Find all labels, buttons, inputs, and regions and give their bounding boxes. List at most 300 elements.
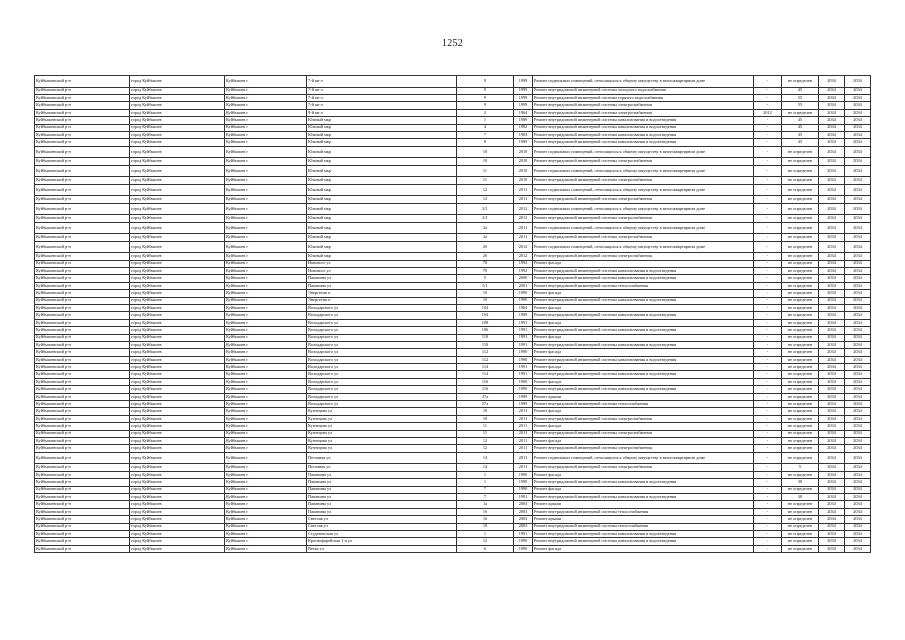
work-type-cell: Ремонт подвальных помещений, относящихся к общему имуществу в многоквартирном доме xyxy=(533,241,754,253)
street-cell: Песчаная ул xyxy=(307,452,457,464)
plan-year-end-cell: 2034 xyxy=(845,109,871,116)
plan-year-cell: 2034 xyxy=(819,275,845,282)
street-cell: Южный мкр xyxy=(307,222,457,234)
plan-year-cell: 2034 xyxy=(819,349,845,356)
locality-cell: Куйбышев г xyxy=(225,297,307,304)
cost-cell: не определен xyxy=(782,401,819,408)
work-type-cell: Ремонт фасада xyxy=(533,486,754,493)
street-cell: Кузнецова ул xyxy=(307,438,457,445)
cost-cell: 45 xyxy=(782,117,819,124)
municipality-cell: город Куйбышев xyxy=(130,538,225,545)
locality-cell: Куйбышев г xyxy=(225,445,307,452)
house-number-cell: 10 xyxy=(457,158,514,165)
last-repair-year-cell: - xyxy=(754,290,782,297)
locality-cell: Куйбышев г xyxy=(225,508,307,515)
cost-cell: не определен xyxy=(782,215,819,222)
work-type-cell: Ремонт внутридомовой инженерной системы электроснабжения xyxy=(533,196,754,203)
build-year-cell: 1990 xyxy=(514,297,533,304)
municipality-cell: город Куйбышев xyxy=(130,530,225,537)
build-year-cell: 2011 xyxy=(514,184,533,196)
table-row xyxy=(35,415,871,422)
plan-year-cell: 2034 xyxy=(819,290,845,297)
region-cell: Куйбышевский р-н xyxy=(35,493,130,500)
plan-year-cell: 2034 xyxy=(819,393,845,400)
build-year-cell: 2011 xyxy=(514,452,533,464)
plan-year-cell: 2034 xyxy=(819,378,845,385)
build-year-cell: 2011 xyxy=(514,438,533,445)
street-cell: Ветка ул xyxy=(307,545,457,552)
plan-year-cell: 2034 xyxy=(819,158,845,165)
cost-cell: не определен xyxy=(782,445,819,452)
plan-year-end-cell: 2034 xyxy=(845,327,871,334)
last-repair-year-cell: - xyxy=(754,76,782,88)
region-cell: Куйбышевский р-н xyxy=(35,408,130,415)
cost-cell: не определен xyxy=(782,545,819,552)
house-number-cell: 2 xyxy=(457,109,514,116)
municipality-cell: город Куйбышев xyxy=(130,423,225,430)
house-number-cell: 106 xyxy=(457,327,514,334)
plan-year-cell: 2034 xyxy=(819,530,845,537)
plan-year-cell: 2034 xyxy=(819,364,845,371)
locality-cell: Куйбышев г xyxy=(225,538,307,545)
work-type-cell: Ремонт внутридомовой инженерной системы канализования и водоотведения xyxy=(533,117,754,124)
municipality-cell: город Куйбышев xyxy=(130,378,225,385)
region-cell: Куйбышевский р-н xyxy=(35,386,130,393)
street-cell: Володарского ул xyxy=(307,319,457,326)
house-number-cell: 1б xyxy=(457,290,514,297)
locality-cell: Куйбышев г xyxy=(225,471,307,478)
build-year-cell: 2010 xyxy=(514,177,533,184)
cost-cell: не определен xyxy=(782,290,819,297)
work-type-cell: Ремонт подвальных помещений, относящихся к общему имуществу в многоквартирном доме xyxy=(533,222,754,234)
build-year-cell: 1999 xyxy=(514,102,533,109)
municipality-cell: город Куйбышев xyxy=(130,471,225,478)
locality-cell: Куйбышев г xyxy=(225,408,307,415)
region-cell: Куйбышевский р-н xyxy=(35,445,130,452)
build-year-cell: 2011 xyxy=(514,445,533,452)
cost-cell: не определен xyxy=(782,234,819,241)
last-repair-year-cell: - xyxy=(754,464,782,471)
street-cell: Володарского ул xyxy=(307,386,457,393)
municipality-cell: город Куйбышев xyxy=(130,222,225,234)
region-cell: Куйбышевский р-н xyxy=(35,479,130,486)
work-type-cell: Ремонт подвальных помещений, относящихся к общему имуществу в многоквартирном доме xyxy=(533,165,754,177)
plan-year-cell: 2034 xyxy=(819,471,845,478)
plan-year-end-cell: 2034 xyxy=(845,471,871,478)
plan-year-cell: 2034 xyxy=(819,341,845,348)
cost-cell: не определен xyxy=(782,452,819,464)
locality-cell: Куйбышев г xyxy=(225,290,307,297)
last-repair-year-cell: - xyxy=(754,241,782,253)
region-cell: Куйбышевский р-н xyxy=(35,184,130,196)
build-year-cell: 1999 xyxy=(514,76,533,88)
last-repair-year-cell: 2012 xyxy=(754,109,782,116)
build-year-cell: 2003 xyxy=(514,508,533,515)
cost-cell: не определен xyxy=(782,378,819,385)
region-cell: Куйбышевский р-н xyxy=(35,341,130,348)
table-row xyxy=(35,430,871,437)
cost-cell: не определен xyxy=(782,282,819,289)
plan-year-cell: 2034 xyxy=(819,131,845,138)
region-cell: Куйбышевский р-н xyxy=(35,486,130,493)
region-cell: Куйбышевский р-н xyxy=(35,117,130,124)
table-row xyxy=(35,165,871,177)
region-cell: Куйбышевский р-н xyxy=(35,438,130,445)
municipality-cell: город Куйбышев xyxy=(130,479,225,486)
region-cell: Куйбышевский р-н xyxy=(35,415,130,422)
plan-year-end-cell: 2034 xyxy=(845,215,871,222)
region-cell: Куйбышевский р-н xyxy=(35,356,130,363)
municipality-cell: город Куйбышев xyxy=(130,493,225,500)
street-cell: Кузнецова ул xyxy=(307,430,457,437)
table-row xyxy=(35,131,871,138)
house-number-cell: 37а xyxy=(457,393,514,400)
locality-cell: Куйбышев г xyxy=(225,430,307,437)
municipality-cell: город Куйбышев xyxy=(130,94,225,101)
work-type-cell: Ремонт крыши xyxy=(533,516,754,523)
last-repair-year-cell: - xyxy=(754,260,782,267)
plan-year-end-cell: 2034 xyxy=(845,102,871,109)
work-type-cell: Ремонт фасада xyxy=(533,290,754,297)
work-type-cell: Ремонт внутридомовой инженерной системы электроснабжения xyxy=(533,445,754,452)
plan-year-cell: 2034 xyxy=(819,260,845,267)
cost-cell: 55 xyxy=(782,94,819,101)
build-year-cell: 1992 xyxy=(514,268,533,275)
build-year-cell: 2011 xyxy=(514,423,533,430)
last-repair-year-cell: - xyxy=(754,479,782,486)
region-cell: Куйбышевский р-н xyxy=(35,401,130,408)
street-cell: Южный мкр xyxy=(307,196,457,203)
plan-year-cell: 2034 xyxy=(819,486,845,493)
cost-cell: не определен xyxy=(782,268,819,275)
work-type-cell: Ремонт фасада xyxy=(533,349,754,356)
last-repair-year-cell: - xyxy=(754,530,782,537)
municipality-cell: город Куйбышев xyxy=(130,109,225,116)
last-repair-year-cell: - xyxy=(754,523,782,530)
table-row xyxy=(35,538,871,545)
last-repair-year-cell: - xyxy=(754,319,782,326)
plan-year-cell: 2034 xyxy=(819,196,845,203)
locality-cell: Куйбышев г xyxy=(225,124,307,131)
table-row xyxy=(35,452,871,464)
table-row xyxy=(35,184,871,196)
house-number-cell: 14 xyxy=(457,464,514,471)
municipality-cell: город Куйбышев xyxy=(130,545,225,552)
cost-cell: не определен xyxy=(782,386,819,393)
region-cell: Куйбышевский р-н xyxy=(35,124,130,131)
last-repair-year-cell: - xyxy=(754,297,782,304)
region-cell: Куйбышевский р-н xyxy=(35,423,130,430)
table-row xyxy=(35,234,871,241)
work-type-cell: Ремонт внутридомовой инженерной системы электроснабжения xyxy=(533,464,754,471)
municipality-cell: город Куйбышев xyxy=(130,312,225,319)
street-cell: Южный мкр xyxy=(307,158,457,165)
locality-cell: Куйбышев г xyxy=(225,364,307,371)
cost-cell: не определен xyxy=(782,516,819,523)
house-number-cell: 12 xyxy=(457,445,514,452)
plan-year-end-cell: 2034 xyxy=(845,364,871,371)
municipality-cell: город Куйбышев xyxy=(130,260,225,267)
work-type-cell: Ремонт внутридомовой инженерной системы теплоснабжения xyxy=(533,508,754,515)
work-type-cell: Ремонт внутридомовой инженерной системы электроснабжения xyxy=(533,215,754,222)
region-cell: Куйбышевский р-н xyxy=(35,87,130,94)
locality-cell: Куйбышев г xyxy=(225,165,307,177)
locality-cell: Куйбышев г xyxy=(225,501,307,508)
cost-cell: не определен xyxy=(782,538,819,545)
municipality-cell: город Куйбышев xyxy=(130,215,225,222)
street-cell: Володарского ул xyxy=(307,371,457,378)
build-year-cell: 2012 xyxy=(514,241,533,253)
plan-year-cell: 2034 xyxy=(819,117,845,124)
plan-year-cell: 2034 xyxy=(819,304,845,311)
cost-cell: 45 xyxy=(782,131,819,138)
build-year-cell: 1990 xyxy=(514,378,533,385)
plan-year-cell: 2034 xyxy=(819,124,845,131)
municipality-cell: город Куйбышев xyxy=(130,253,225,260)
house-number-cell: 2а xyxy=(457,222,514,234)
last-repair-year-cell: - xyxy=(754,282,782,289)
cost-cell: не определен xyxy=(782,275,819,282)
work-type-cell: Ремонт внутридомовой инженерной системы канализования и водоотведения xyxy=(533,538,754,545)
locality-cell: Куйбышев г xyxy=(225,486,307,493)
cost-cell: не определен xyxy=(782,109,819,116)
cost-cell: не определен xyxy=(782,184,819,196)
plan-year-end-cell: 2034 xyxy=(845,423,871,430)
plan-year-cell: 2034 xyxy=(819,139,845,146)
table-row xyxy=(35,341,871,348)
plan-year-cell: 2034 xyxy=(819,523,845,530)
plan-year-end-cell: 2034 xyxy=(845,275,871,282)
plan-year-end-cell: 2034 xyxy=(845,334,871,341)
work-type-cell: Ремонт внутридомовой инженерной системы канализования и водоотведения xyxy=(533,139,754,146)
municipality-cell: город Куйбышев xyxy=(130,486,225,493)
region-cell: Куйбышевский р-н xyxy=(35,378,130,385)
build-year-cell: 1992 xyxy=(514,260,533,267)
street-cell: Володарского ул xyxy=(307,334,457,341)
cost-cell: 45 xyxy=(782,139,819,146)
region-cell: Куйбышевский р-н xyxy=(35,260,130,267)
municipality-cell: город Куйбышев xyxy=(130,371,225,378)
cost-cell: не определен xyxy=(782,408,819,415)
municipality-cell: город Куйбышев xyxy=(130,297,225,304)
locality-cell: Куйбышев г xyxy=(225,196,307,203)
plan-year-end-cell: 2034 xyxy=(845,297,871,304)
street-cell: Студенческая ул xyxy=(307,530,457,537)
house-number-cell: 116 xyxy=(457,386,514,393)
municipality-cell: город Куйбышев xyxy=(130,523,225,530)
house-number-cell: 12 xyxy=(457,538,514,545)
table-row xyxy=(35,196,871,203)
house-number-cell: 7 xyxy=(457,486,514,493)
last-repair-year-cell: - xyxy=(754,124,782,131)
last-repair-year-cell: - xyxy=(754,386,782,393)
locality-cell: Куйбышев г xyxy=(225,493,307,500)
locality-cell: Куйбышев г xyxy=(225,349,307,356)
work-type-cell: Ремонт фасада xyxy=(533,545,754,552)
house-number-cell: 2б xyxy=(457,253,514,260)
municipality-cell: город Куйбышев xyxy=(130,334,225,341)
table-row xyxy=(35,386,871,393)
last-repair-year-cell: - xyxy=(754,545,782,552)
table-row xyxy=(35,501,871,508)
locality-cell: Куйбышев г xyxy=(225,516,307,523)
locality-cell: Куйбышев г xyxy=(225,234,307,241)
work-type-cell: Ремонт внутридомовой инженерной системы холодного водоснабжения xyxy=(533,87,754,94)
plan-year-cell: 2034 xyxy=(819,253,845,260)
street-cell: 7-й кв-л xyxy=(307,76,457,88)
region-cell: Куйбышевский р-н xyxy=(35,146,130,158)
street-cell: Володарского ул xyxy=(307,312,457,319)
plan-year-cell: 2034 xyxy=(819,177,845,184)
municipality-cell: город Куйбышев xyxy=(130,445,225,452)
plan-year-cell: 2034 xyxy=(819,452,845,464)
cost-cell: не определен xyxy=(782,523,819,530)
plan-year-cell: 2034 xyxy=(819,516,845,523)
plan-year-cell: 2034 xyxy=(819,415,845,422)
build-year-cell: 2011 xyxy=(514,408,533,415)
build-year-cell: 1990 xyxy=(514,545,533,552)
locality-cell: Куйбышев г xyxy=(225,102,307,109)
plan-year-cell: 2034 xyxy=(819,215,845,222)
house-number-cell: 108 xyxy=(457,319,514,326)
cost-cell: не определен xyxy=(782,327,819,334)
street-cell: Володарского ул xyxy=(307,356,457,363)
locality-cell: Куйбышев г xyxy=(225,184,307,196)
region-cell: Куйбышевский р-н xyxy=(35,177,130,184)
plan-year-end-cell: 2034 xyxy=(845,545,871,552)
street-cell: Кузнецова ул xyxy=(307,415,457,422)
region-cell: Куйбышевский р-н xyxy=(35,501,130,508)
plan-year-end-cell: 2034 xyxy=(845,196,871,203)
house-number-cell: 12 xyxy=(457,196,514,203)
locality-cell: Куйбышев г xyxy=(225,94,307,101)
municipality-cell: город Куйбышев xyxy=(130,349,225,356)
work-type-cell: Ремонт крыши xyxy=(533,393,754,400)
plan-year-end-cell: 2034 xyxy=(845,124,871,131)
house-number-cell: 2б xyxy=(457,241,514,253)
work-type-cell: Ремонт внутридомовой инженерной системы электроснабжения xyxy=(533,234,754,241)
work-type-cell: Ремонт подвальных помещений, относящихся к общему имуществу в многоквартирном доме xyxy=(533,452,754,464)
cost-cell: не определен xyxy=(782,260,819,267)
region-cell: Куйбышевский р-н xyxy=(35,393,130,400)
municipality-cell: город Куйбышев xyxy=(130,393,225,400)
table-row xyxy=(35,215,871,222)
street-cell: Песчаная ул xyxy=(307,464,457,471)
plan-year-end-cell: 2034 xyxy=(845,158,871,165)
build-year-cell: 1989 xyxy=(514,393,533,400)
street-cell: Кузнецова ул xyxy=(307,445,457,452)
street-cell: Папанина ул xyxy=(307,471,457,478)
work-type-cell: Ремонт внутридомовой инженерной системы электроснабжения xyxy=(533,415,754,422)
table-row xyxy=(35,438,871,445)
municipality-cell: город Куйбышев xyxy=(130,282,225,289)
street-cell: Папанина ул xyxy=(307,282,457,289)
region-cell: Куйбышевский р-н xyxy=(35,349,130,356)
table-row xyxy=(35,364,871,371)
locality-cell: Куйбышев г xyxy=(225,545,307,552)
region-cell: Куйбышевский р-н xyxy=(35,312,130,319)
work-type-cell: Ремонт внутридомовой инженерной системы теплоснабжения xyxy=(533,282,754,289)
cost-cell: не определен xyxy=(782,341,819,348)
table-row xyxy=(35,508,871,515)
municipality-cell: город Куйбышев xyxy=(130,76,225,88)
region-cell: Куйбышевский р-н xyxy=(35,109,130,116)
cost-cell: 45 xyxy=(782,124,819,131)
plan-year-cell: 2034 xyxy=(819,319,845,326)
locality-cell: Куйбышев г xyxy=(225,452,307,464)
locality-cell: Куйбышев г xyxy=(225,378,307,385)
cost-cell: не определен xyxy=(782,253,819,260)
region-cell: Куйбышевский р-н xyxy=(35,452,130,464)
last-repair-year-cell: - xyxy=(754,452,782,464)
last-repair-year-cell: - xyxy=(754,177,782,184)
plan-year-cell: 2034 xyxy=(819,371,845,378)
locality-cell: Куйбышев г xyxy=(225,464,307,471)
build-year-cell: 2003 xyxy=(514,523,533,530)
house-number-cell: 70 xyxy=(457,260,514,267)
municipality-cell: город Куйбышев xyxy=(130,117,225,124)
plan-year-cell: 2034 xyxy=(819,508,845,515)
plan-year-end-cell: 2034 xyxy=(845,87,871,94)
cost-cell: не определен xyxy=(782,319,819,326)
build-year-cell: 1991 xyxy=(514,334,533,341)
build-year-cell: 1991 xyxy=(514,327,533,334)
locality-cell: Куйбышев г xyxy=(225,117,307,124)
build-year-cell: 1964 xyxy=(514,109,533,116)
last-repair-year-cell: - xyxy=(754,222,782,234)
cost-cell: не определен xyxy=(782,241,819,253)
last-repair-year-cell: - xyxy=(754,508,782,515)
house-number-cell: 2/1 xyxy=(457,215,514,222)
region-cell: Куйбышевский р-н xyxy=(35,430,130,437)
build-year-cell: 1991 xyxy=(514,371,533,378)
house-number-cell: 112 xyxy=(457,349,514,356)
last-repair-year-cell: - xyxy=(754,356,782,363)
last-repair-year-cell: - xyxy=(754,146,782,158)
work-type-cell: Ремонт внутридомовой инженерной системы канализования и водоотведения xyxy=(533,297,754,304)
municipality-cell: город Куйбышев xyxy=(130,146,225,158)
work-type-cell: Ремонт внутридомовой инженерной системы электроснабжения xyxy=(533,109,754,116)
house-number-cell: 1 xyxy=(457,479,514,486)
street-cell: Володарского ул xyxy=(307,327,457,334)
region-cell: Куйбышевский р-н xyxy=(35,530,130,537)
last-repair-year-cell: - xyxy=(754,312,782,319)
municipality-cell: город Куйбышев xyxy=(130,177,225,184)
street-cell: Володарского ул xyxy=(307,349,457,356)
build-year-cell: 2010 xyxy=(514,146,533,158)
street-cell: Папанина ул xyxy=(307,493,457,500)
table-row xyxy=(35,203,871,215)
last-repair-year-cell: - xyxy=(754,253,782,260)
table-row xyxy=(35,493,871,500)
cost-cell: не определен xyxy=(782,501,819,508)
municipality-cell: город Куйбышев xyxy=(130,408,225,415)
plan-year-end-cell: 2034 xyxy=(845,268,871,275)
work-type-cell: Ремонт подвальных помещений, относящихся к общему имуществу в многоквартирном доме xyxy=(533,146,754,158)
municipality-cell: город Куйбышев xyxy=(130,241,225,253)
plan-year-end-cell: 2034 xyxy=(845,349,871,356)
plan-year-cell: 2034 xyxy=(819,538,845,545)
region-cell: Куйбышевский р-н xyxy=(35,471,130,478)
build-year-cell: 2011 xyxy=(514,196,533,203)
house-number-cell: 14 xyxy=(457,452,514,464)
last-repair-year-cell: - xyxy=(754,486,782,493)
municipality-cell: город Куйбышев xyxy=(130,438,225,445)
build-year-cell: 2010 xyxy=(514,158,533,165)
house-number-cell: 9 xyxy=(457,94,514,101)
locality-cell: Куйбышев г xyxy=(225,479,307,486)
last-repair-year-cell: - xyxy=(754,165,782,177)
